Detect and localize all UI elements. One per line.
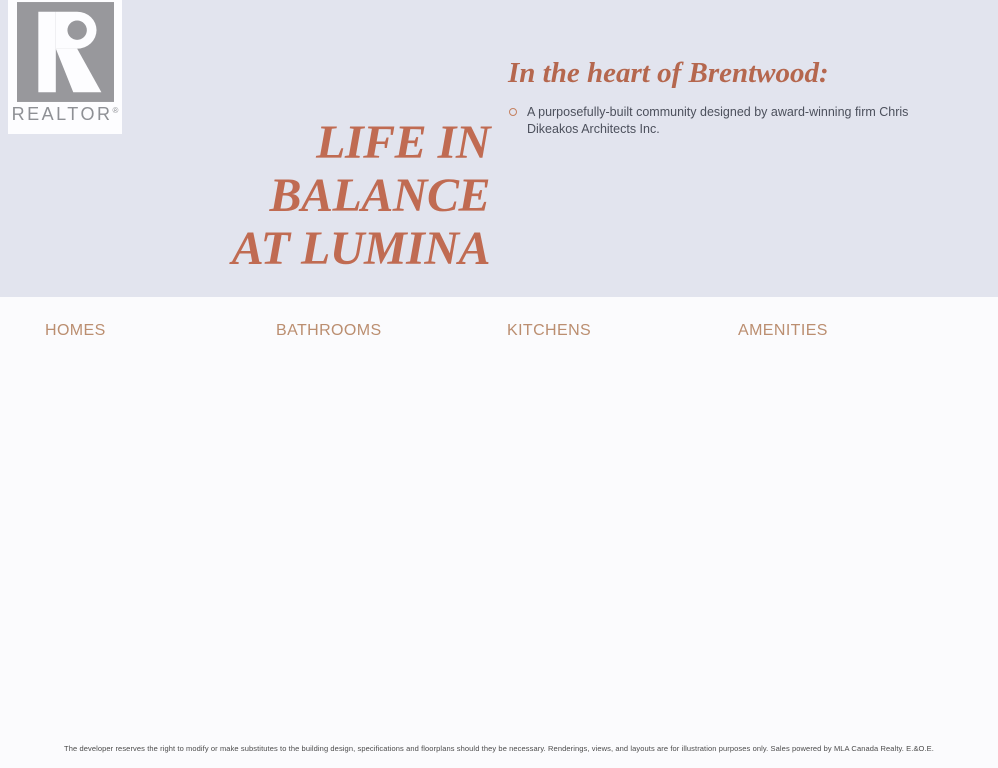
registered-mark: ® [112,106,119,115]
realtor-logo-box [8,0,122,134]
column-amenities [738,322,956,352]
column-heading: AMENITIES [738,322,828,339]
column-heading: BATHROOMS [276,322,382,339]
disclaimer-text: The developer reserves the right to modify or make substitutes to the building design, specifications and floorplans should they be necessary. Renderings, views, and layouts are for illustration purposes only. Sales powered by MLA Canada Realty. E.&O.E. [64,744,934,753]
title-line-3: AT LUMINA [231,222,490,275]
title-line-2: BALANCE [269,169,490,222]
column-heading: HOMES [45,322,106,339]
column-homes [45,322,250,352]
column-kitchens [507,322,712,352]
hero-subheading: In the heart of Brentwood: [508,57,829,89]
page-title [110,116,490,275]
bullet-text: A purposefully-built community designed by award-winning firm Chris Dikeakos Architects Inc. [527,105,909,136]
title-line-1: LIFE IN [316,116,490,169]
column-heading: KITCHENS [507,322,592,339]
realtor-r-logo-icon [17,2,114,102]
feature-columns [45,322,956,352]
hero-section [0,0,998,297]
list-item [509,104,955,137]
realtor-logo-text: REALTOR® [11,104,119,124]
hero-bullet-list [509,104,955,149]
column-bathrooms [276,322,481,352]
circle-bullet-icon [509,108,517,116]
